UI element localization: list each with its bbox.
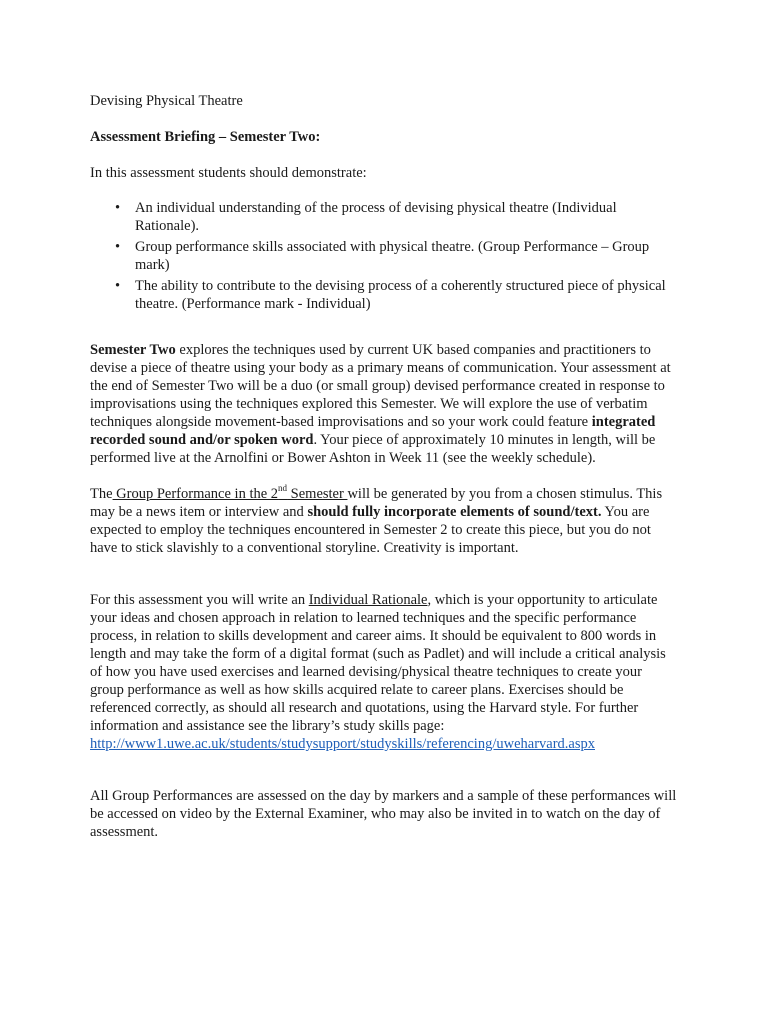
group-performance-paragraph	[90, 485, 678, 557]
bullet-icon: •	[115, 278, 121, 294]
bullet-icon: •	[115, 200, 121, 216]
underlined-text: Group Performance in the 2	[112, 486, 279, 502]
ordinal-superscript: nd	[278, 483, 288, 494]
list-item-text: The ability to contribute to the devising process of a coherently structured piece of physical theatre. (Performance mark - Individual)	[135, 278, 666, 312]
paragraph-text: will be generated by you from a chosen stimulus. This may be a news item or interview and	[90, 486, 663, 520]
individual-rationale-underlined: Individual Rationale	[308, 592, 428, 608]
sound-emphasis: integrated recorded sound and/or spoken word	[90, 414, 656, 448]
semester-two-lead: Semester Two	[90, 342, 176, 358]
individual-rationale-paragraph	[90, 591, 678, 753]
assessment-heading: Assessment Briefing – Semester Two:	[90, 129, 321, 145]
list-item	[90, 277, 678, 313]
underlined-text: Semester	[287, 486, 348, 502]
document-title: Devising Physical Theatre	[90, 93, 243, 109]
learning-outcomes-list	[90, 199, 678, 313]
sound-text-emphasis: should fully incorporate elements of sound/text.	[307, 504, 602, 520]
assessment-day-paragraph: All Group Performances are assessed on the day by markers and a sample of these performances will be accessed on video by the External Examiner, who may also be invited in to watch on the day of assessment.	[90, 788, 677, 840]
list-item-text: An individual understanding of the process of devising physical theatre (Individual Rationale).	[135, 200, 617, 234]
list-item-text: Group performance skills associated with physical theatre. (Group Performance – Group mark)	[135, 239, 650, 273]
harvard-referencing-link[interactable]: http://www1.uwe.ac.uk/students/studysupport/studyskills/referencing/uweharvard.aspx	[90, 736, 595, 752]
paragraph-text: , which is your opportunity to articulate your ideas and chosen approach in relation to learned techniques and the specific performance process, in relation to skills development and career aims. It should be equivalent to 800 words in length and may take the form of a digital format (such as Padlet) and will include a critical analysis of how you have used exercises and learned devising/physical theatre techniques to create your group performance as well as how skills acquired relate to career plans. Exercises should be referenced correctly, as should all research and quotations, using the Harvard style. For further information and assistance see the library’s study skills page:	[90, 592, 666, 734]
group-performance-underlined	[112, 483, 348, 502]
intro-text: In this assessment students should demonstrate:	[90, 165, 367, 181]
paragraph-text: explores the techniques used by current UK based companies and practitioners to devise a piece of theatre using your body as a primary means of communication. Your assessment at the end of Semester Two will be a duo (or small group) devised performance created in response to improvisations using the techniques explored this Semester. We will explore the use of verbatim techniques alongside movement-based improvisations and so your work could feature	[90, 342, 671, 430]
list-item	[90, 238, 678, 274]
paragraph-text: The	[90, 486, 113, 502]
paragraph-text: You are expected to employ the techniques encountered in Semester 2 to create this piece, but you do not have to stick slavishly to a conventional storyline. Creativity is important.	[90, 504, 651, 556]
paragraph-text: . Your piece of approximately 10 minutes in length, will be performed live at the Arnolfini or Bower Ashton in Week 11 (see the weekly schedule).	[90, 432, 656, 466]
semester-two-paragraph	[90, 341, 678, 467]
list-item	[90, 199, 678, 235]
paragraph-text: For this assessment you will write an	[90, 592, 309, 608]
bullet-icon: •	[115, 239, 121, 255]
